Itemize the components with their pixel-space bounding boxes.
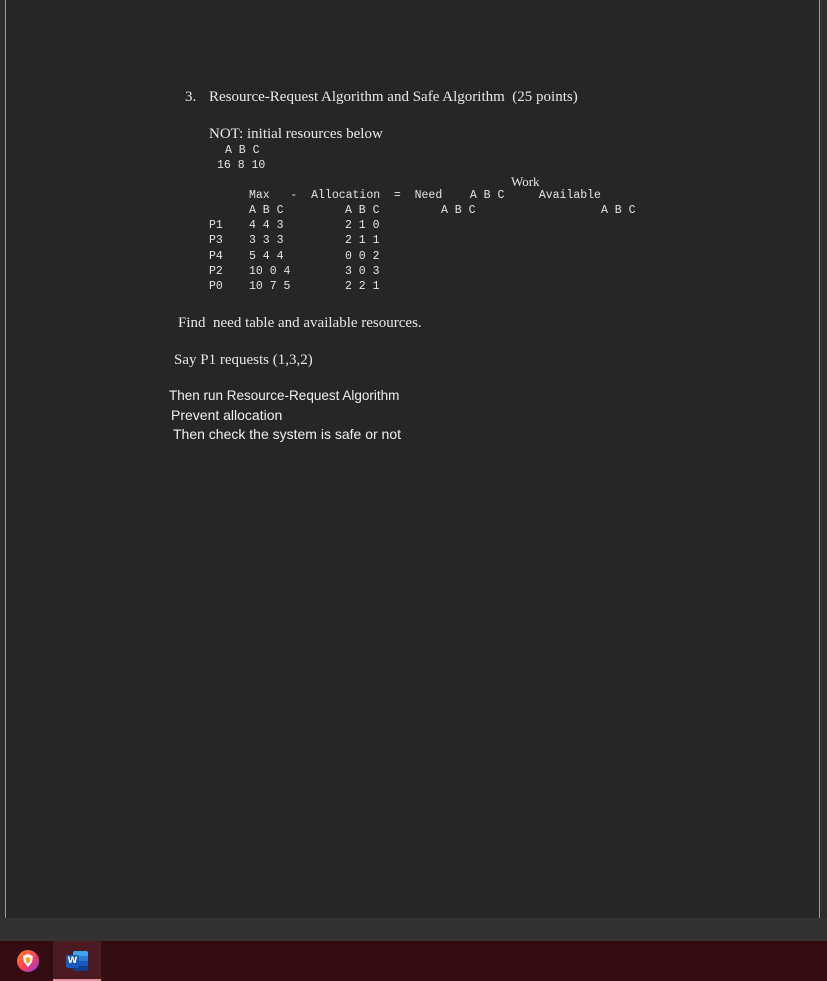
table-row-process: P3 [209, 234, 223, 247]
table-row-allocation: 2 1 0 [345, 219, 380, 232]
table-row-allocation: 2 1 1 [345, 234, 380, 247]
task-find-need: Find need table and available resources. [178, 315, 422, 331]
allocation-col-header: A B C [345, 204, 380, 217]
table-row-process: P4 [209, 250, 223, 263]
task-prevent-allocation: Prevent allocation [171, 407, 283, 423]
question-number: 3. [185, 89, 197, 105]
table-row-allocation: 3 0 3 [345, 265, 380, 278]
available-col-header: A B C [601, 204, 636, 217]
table-row-max: 3 3 3 [249, 234, 284, 247]
table-row-max: 10 0 4 [249, 265, 291, 278]
note-text: NOT: initial resources below [209, 126, 383, 142]
need-col-header: A B C [441, 204, 476, 217]
work-label: Work [511, 174, 540, 189]
task-p1-request: Say P1 requests (1,3,2) [174, 352, 313, 368]
table-row-process: P0 [209, 280, 223, 293]
word-icon: W [66, 951, 88, 971]
task-check-safe: Then check the system is safe or not [173, 426, 401, 442]
table-row-max: 5 4 4 [249, 250, 284, 263]
document-page[interactable] [5, 0, 820, 918]
table-row-max: 10 7 5 [249, 280, 291, 293]
table-row-process: P2 [209, 265, 223, 278]
max-col-header: A B C [249, 204, 284, 217]
table-row-allocation: 2 2 1 [345, 280, 380, 293]
table-row-process: P1 [209, 219, 223, 232]
initial-resources-header: A B C [225, 144, 260, 157]
status-bar [0, 918, 827, 941]
initial-resources-values: 16 8 10 [217, 159, 266, 172]
task-run-algorithm: Then run Resource-Request Algorithm [169, 388, 400, 403]
question-title: Resource-Request Algorithm and Safe Algorithm (25 points) [209, 89, 578, 105]
brave-icon [16, 949, 40, 973]
table-header-line: Max - Allocation = Need A B C Available [249, 189, 601, 202]
table-row-allocation: 0 0 2 [345, 250, 380, 263]
brave-browser-taskbar-button[interactable] [14, 947, 42, 975]
table-row-max: 4 4 3 [249, 219, 284, 232]
word-taskbar-button[interactable] [53, 941, 101, 981]
taskbar [0, 941, 827, 981]
